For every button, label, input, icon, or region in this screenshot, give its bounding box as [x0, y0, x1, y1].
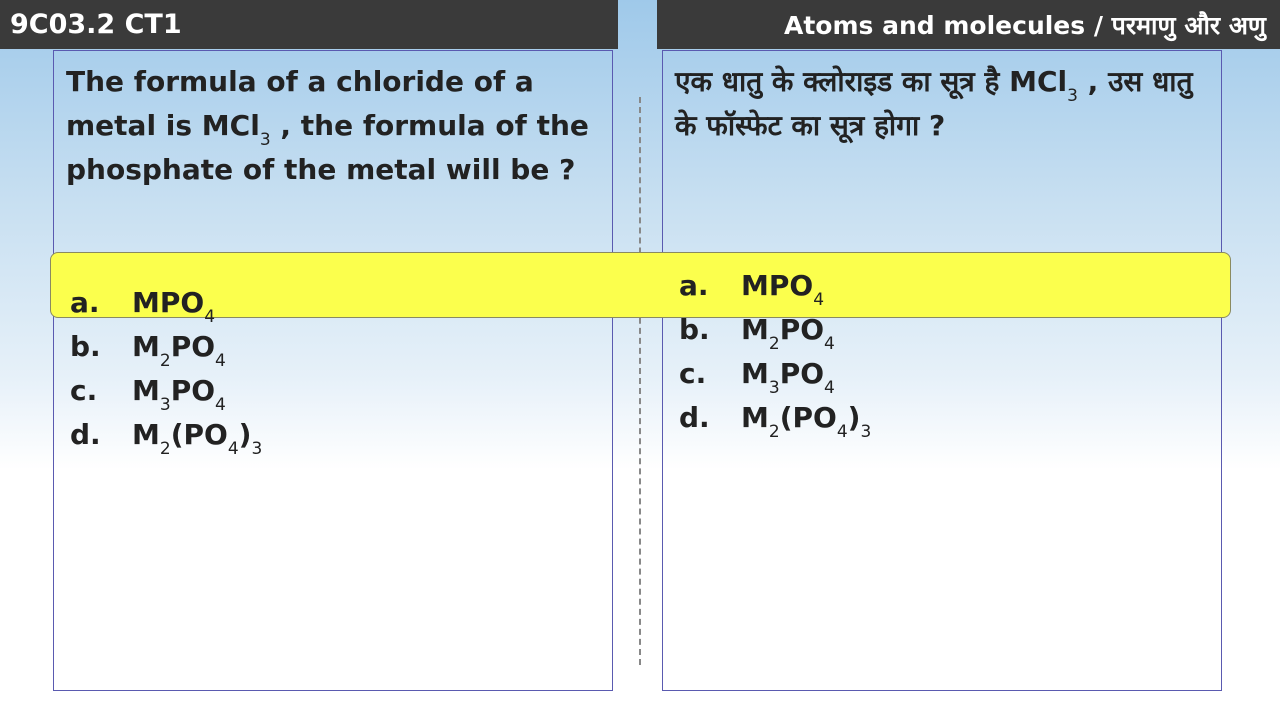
- option-subscript: 4: [836, 422, 848, 442]
- question-code: 9C03.2 CT1: [10, 9, 182, 40]
- option-label: b.: [679, 313, 710, 346]
- option-subscript: 4: [215, 395, 226, 415]
- option-formula: M: [132, 374, 160, 407]
- option-label: c.: [679, 357, 707, 390]
- option-b-hindi[interactable]: [679, 308, 835, 352]
- option-subscript: 3: [860, 422, 872, 442]
- option-subscript: 2: [768, 422, 780, 442]
- option-b-english[interactable]: [70, 325, 226, 369]
- option-d-hindi[interactable]: [679, 396, 871, 440]
- option-subscript: 2: [159, 351, 171, 371]
- option-subscript: 3: [251, 439, 263, 459]
- option-subscript: 4: [204, 307, 216, 327]
- option-formula-end: ): [238, 418, 252, 451]
- option-subscript: 4: [824, 334, 835, 354]
- option-subscript: 4: [824, 378, 835, 398]
- option-label: d.: [679, 401, 710, 434]
- option-a-hindi[interactable]: [679, 264, 824, 308]
- option-formula: MPO: [132, 286, 205, 319]
- option-a-english[interactable]: [70, 281, 215, 325]
- option-c-english[interactable]: [70, 369, 226, 413]
- option-formula-mid: PO: [779, 357, 825, 390]
- question-english-text-1: The formula of a chloride of a metal is MCl: [66, 65, 534, 142]
- option-formula-mid: PO: [170, 374, 216, 407]
- option-formula: M: [741, 357, 769, 390]
- question-hindi-subscript: 3: [1067, 86, 1078, 106]
- option-formula: MPO: [741, 269, 814, 302]
- header-topic-bar: [657, 0, 1280, 49]
- center-divider: [639, 97, 641, 665]
- option-subscript: 3: [159, 395, 171, 415]
- question-english-text-2: , the formula of the phosphate of the metal will be ?: [66, 109, 589, 186]
- option-formula-mid: (PO: [170, 418, 228, 451]
- option-label: d.: [70, 418, 101, 451]
- option-d-english[interactable]: [70, 413, 262, 457]
- option-formula: M: [741, 401, 769, 434]
- option-formula-mid: (PO: [779, 401, 837, 434]
- option-label: c.: [70, 374, 98, 407]
- topic-title: Atoms and molecules / परमाणु और अणु: [784, 10, 1266, 40]
- option-subscript: 4: [227, 439, 239, 459]
- question-hindi-text-2: , उस धातु के फॉस्फेट का सूत्र होगा ?: [675, 65, 1193, 142]
- option-formula: M: [741, 313, 769, 346]
- option-label: a.: [70, 286, 100, 319]
- option-subscript: 4: [215, 351, 226, 371]
- option-formula-end: ): [847, 401, 861, 434]
- option-formula-mid: PO: [170, 330, 216, 363]
- option-formula: M: [132, 418, 160, 451]
- option-subscript: 2: [159, 439, 171, 459]
- option-formula: M: [132, 330, 160, 363]
- question-english-subscript: 3: [259, 130, 271, 150]
- question-hindi: [675, 60, 1215, 148]
- header-code-bar: [0, 0, 618, 49]
- option-label: a.: [679, 269, 709, 302]
- question-english: [66, 60, 596, 192]
- option-label: b.: [70, 330, 101, 363]
- option-subscript: 2: [768, 334, 780, 354]
- correct-answer-highlight: [50, 252, 1231, 318]
- option-subscript: 4: [813, 290, 825, 310]
- option-subscript: 3: [768, 378, 780, 398]
- option-formula-mid: PO: [779, 313, 825, 346]
- option-c-hindi[interactable]: [679, 352, 835, 396]
- question-hindi-text-1: एक धातु के क्लोराइड का सूत्र है MCl: [675, 65, 1068, 98]
